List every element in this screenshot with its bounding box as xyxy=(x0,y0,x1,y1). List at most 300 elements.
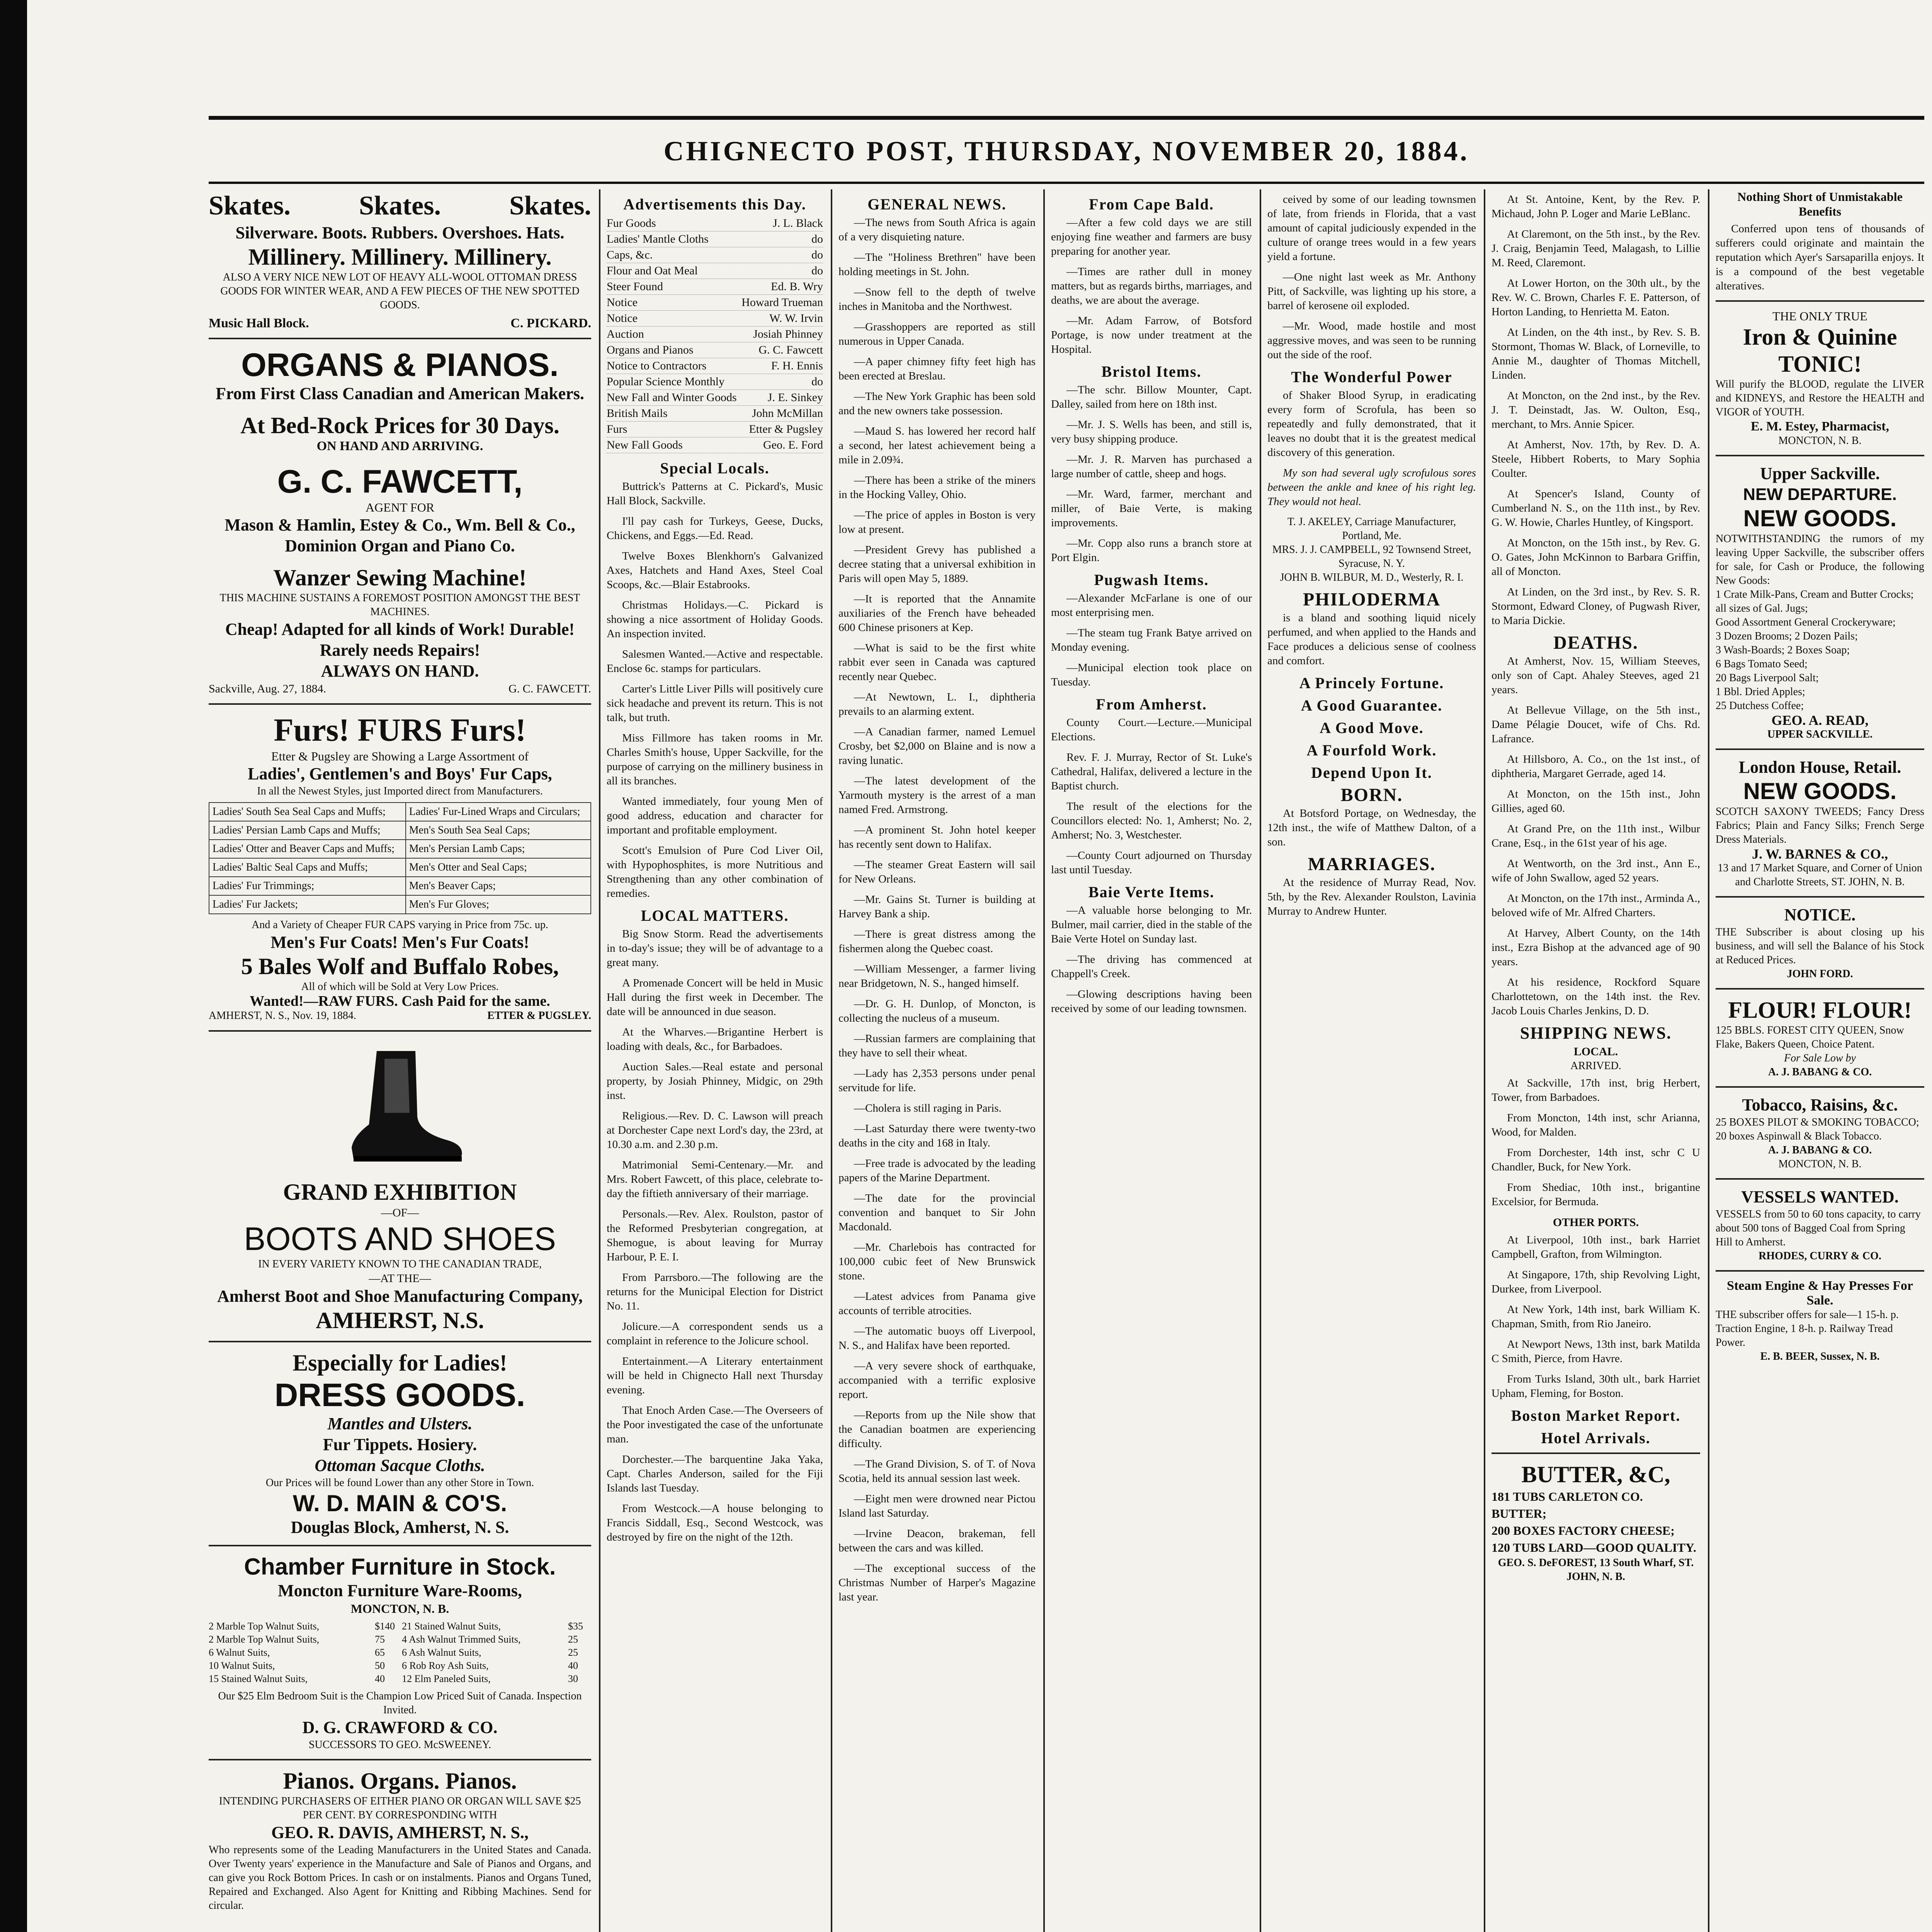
skates-word: Skates. xyxy=(209,191,291,221)
fur-table-cell: Ladies' Otter and Beaver Caps and Muffs; xyxy=(209,840,406,858)
crawford-heading: D. G. CRAWFORD & CO. xyxy=(302,1718,498,1737)
newspaper-page xyxy=(209,116,1924,1932)
furniture-cell: 25 xyxy=(568,1647,578,1658)
pugwash-items xyxy=(1051,591,1252,689)
marriage-notice: At Moncton, on the 15th inst., by Rev. G. O. Gates, John McKinnon to Barbara Griffin, all of Moncton. xyxy=(1492,537,1700,578)
column-advertisements xyxy=(209,189,591,1932)
advertisement-row xyxy=(607,247,823,263)
fur-table-cell: Ladies' Fur-Lined Wraps and Circulars; xyxy=(406,803,591,821)
of-line: —OF— xyxy=(381,1206,419,1219)
estey-pharmacist: E. M. Estey, Pharmacist, xyxy=(1751,419,1889,434)
news-item: Christmas Holidays.—C. Pickard is showing a nice assortment of Holiday Goods. An inspection invited. xyxy=(607,599,823,640)
amherst-ns: AMHERST, N.S. xyxy=(316,1308,484,1333)
shipping-entry: At Singapore, 17th, ship Revolving Light, Durkee, from Liverpool. xyxy=(1492,1269,1700,1295)
chamber-furniture: Chamber Furniture in Stock. xyxy=(244,1554,556,1580)
advertisement-row xyxy=(607,295,823,311)
advertisement-item: Furs xyxy=(607,423,628,435)
ladies-caps: Ladies', Gentlemen's and Boys' Fur Caps, xyxy=(248,764,552,783)
etter-signature: ETTER & PUGSLEY. xyxy=(487,1010,591,1022)
advertisement-item: New Fall Goods xyxy=(607,439,683,451)
death-notice: At his residence, Rockford Square Charlottetown, on the 14th inst. the Rev. Jacob Louis Charles Jenkins, D. D. xyxy=(1492,976,1700,1017)
death-notice: At Grand Pre, on the 11th inst., Wilbur Crane, Esq., in the 61st year of his age. xyxy=(1492,823,1700,849)
agency-list: Mason & Hamlin, Estey & Co., Wm. Bell & Co., Dominion Organ and Piano Co. xyxy=(224,515,575,555)
advertisement-advertiser: Ed. B. Wry xyxy=(771,280,823,293)
news-item: —Reports from up the Nile show that the Canadian boatmen are experiencing difficulty. xyxy=(838,1409,1036,1450)
divider xyxy=(1716,300,1924,302)
marriage-notice: At Claremont, on the 5th inst., by the Rev. J. Craig, Benjamin Teed, Malagash, to Lillie M. Reed, Claremont. xyxy=(1492,228,1700,269)
boston-market-heading: Boston Market Report. xyxy=(1511,1407,1681,1424)
news-item: Personals.—Rev. Alex. Roulston, pastor of the Reformed Presbyterian congregation, at Shemogue, is about leaving for Murray Harbour, P. E. I. xyxy=(607,1208,823,1263)
advertisement-advertiser: J. L. Black xyxy=(773,217,823,230)
news-item: At the Wharves.—Brigantine Herbert is loading with deals, &c., for Barbadoes. xyxy=(607,1026,823,1053)
news-item: —President Grevy has published a decree stating that a universal exhibition in Paris will open May 5, 1889. xyxy=(838,544,1036,585)
wolf-robes: 5 Bales Wolf and Buffalo Robes, xyxy=(241,954,559,979)
new-goods-body: NOTWITHSTANDING the rumors of my leaving Upper Sackville, the subscriber offers for sale, for Cash or Produce, the following New Goods: xyxy=(1716,533,1924,587)
other-ports-subheading: OTHER PORTS. xyxy=(1553,1216,1639,1229)
skates-ad-heading xyxy=(209,189,591,223)
column-vitals-shipping xyxy=(1492,189,1700,1932)
for-sale-low: For Sale Low by xyxy=(1784,1052,1856,1064)
only-true: THE ONLY TRUE xyxy=(1772,309,1867,323)
news-item: —Mr. Copp also runs a branch store at Port Elgin. xyxy=(1051,537,1252,564)
fur-table-cell: Men's Persian Lamb Caps; xyxy=(406,840,591,858)
furniture-cell: 75 xyxy=(375,1634,385,1645)
advertisement-item: Notice to Contractors xyxy=(607,359,707,372)
furniture-cell: 4 Ash Walnut Trimmed Suits, xyxy=(402,1634,521,1645)
amherst-items xyxy=(1051,716,1252,877)
advertisement-item: New Fall and Winter Goods xyxy=(607,391,737,404)
born-body: At Botsford Portage, on Wednesday, the 12th inst., the wife of Matthew Dalton, of a son. xyxy=(1267,807,1476,848)
marriage-notice: At Moncton, on the 2nd inst., by the Rev. J. T. Deinstadt, Jas. W. Oulton, Esq., merchant, to Mrs. Annie Spicer. xyxy=(1492,389,1700,430)
butter-line: 200 BOXES FACTORY CHEESE; xyxy=(1492,1524,1675,1537)
deforest-signature: GEO. S. DeFOREST, 13 South Wharf, ST. JOHN, N. B. xyxy=(1498,1557,1694,1583)
news-item: Salesmen Wanted.—Active and respectable. Enclose 6c. stamps for particulars. xyxy=(607,648,823,675)
divider xyxy=(209,1030,591,1032)
pickard-signature xyxy=(209,316,591,331)
advertisement-row xyxy=(607,374,823,390)
furniture-row xyxy=(209,1620,591,1633)
estey-moncton: MONCTON, N. B. xyxy=(1778,435,1862,447)
shipping-entry: From Turks Island, 30th ult., bark Harriet Upham, Fleming, for Boston. xyxy=(1492,1373,1700,1400)
furniture-cell: $35 xyxy=(568,1621,583,1632)
fur-table-cell: Men's Fur Gloves; xyxy=(406,895,591,914)
news-item: —What is said to be the first white rabbit ever seen in Canada was captured recently near Quebec. xyxy=(838,642,1036,683)
scotch-tweeds: SCOTCH SAXONY TWEEDS; Fancy Dress Fabrics; Plain and Fancy Silks; French Serge Dress Materials. xyxy=(1716,806,1924,845)
babang-moncton: MONCTON, N. B. xyxy=(1778,1158,1862,1170)
furniture-cell: 2 Marble Top Walnut Suits, xyxy=(209,1634,320,1645)
born-heading: BORN. xyxy=(1340,785,1403,805)
marriages-heading: MARRIAGES. xyxy=(1308,854,1436,874)
new-goods: NEW GOODS. xyxy=(1743,505,1897,531)
butter-line: 181 TUBS CARLETON CO. BUTTER; xyxy=(1492,1490,1643,1520)
news-item: —The New York Graphic has been sold and the new owners take possession. xyxy=(838,390,1036,417)
news-item: —The steamer Great Eastern will sail for New Orleans. xyxy=(838,859,1036,885)
wilbur: JOHN B. WILBUR, M. D., Westerly, R. I. xyxy=(1280,571,1464,583)
furniture-cell: 6 Rob Roy Ash Suits, xyxy=(402,1660,489,1671)
news-item: Buttrick's Patterns at C. Pickard's, Music Hall Block, Sackville. xyxy=(607,480,823,507)
advertisement-advertiser: John McMillan xyxy=(752,407,823,420)
newest-styles: In all the Newest Styles, just Imported direct from Manufacturers. xyxy=(257,785,543,797)
news-item: —Irvine Deacon, brakeman, fell between the cars and was killed. xyxy=(838,1527,1036,1554)
sackville-date: Sackville, Aug. 27, 1884. xyxy=(209,682,327,695)
furniture-list xyxy=(209,1620,591,1685)
barnes-heading: J. W. BARNES & CO., xyxy=(1752,846,1888,862)
news-item: —Free trade is advocated by the leading papers of the Marine Department. xyxy=(838,1157,1036,1184)
arrived-subheading: ARRIVED. xyxy=(1570,1060,1621,1072)
fortune-heading: A Princely Fortune. xyxy=(1299,674,1444,692)
advertisement-advertiser: do xyxy=(811,233,823,245)
furniture-cell: 2 Marble Top Walnut Suits, xyxy=(209,1621,320,1632)
news-item: I'll pay cash for Turkeys, Geese, Ducks, Chickens, and Eggs.—Ed. Read. xyxy=(607,515,823,542)
baie-verte-heading: Baie Verte Items. xyxy=(1088,883,1215,901)
butter-list xyxy=(1492,1488,1700,1556)
advertisement-row xyxy=(607,437,823,453)
mens-fur-coats: Men's Fur Coats! Men's Fur Coats! xyxy=(270,933,529,952)
first-class-makers: From First Class Canadian and American Makers. xyxy=(216,384,584,403)
news-item: Dorchester.—The barquentine Jaka Yaka, Capt. Charles Anderson, sailed for the Fiji Islands last Tuesday. xyxy=(607,1453,823,1494)
pianos-organs: Pianos. Organs. Pianos. xyxy=(283,1768,517,1794)
news-item: —One night last week as Mr. Anthony Pitt, of Sackville, was lighting up his store, a barrel of kerosene oil exploded. xyxy=(1267,271,1476,312)
news-item: —The date for the provincial convention and banquet to Sir John Macdonald. xyxy=(838,1192,1036,1233)
column-correspondence xyxy=(1051,189,1252,1932)
death-notice: At Bellevue Village, on the 5th inst., Dame Pélagie Doucet, wife of Chs. Rd. Lafrance. xyxy=(1492,704,1700,745)
news-item: —The steam tug Frank Batye arrived on Monday evening. xyxy=(1051,627,1252,653)
news-item: —Dr. G. H. Dunlop, of Moncton, is collecting the nucleus of a museum. xyxy=(838,998,1036,1024)
tobacco-heading: Tobacco, Raisins, &c. xyxy=(1742,1095,1898,1114)
local-subheading: LOCAL. xyxy=(1573,1045,1618,1058)
wonderful-power-heading: The Wonderful Power xyxy=(1291,368,1452,386)
news-item: County Court.—Lecture.—Municipal Elections. xyxy=(1051,716,1252,743)
columns xyxy=(209,189,1924,1932)
news-item: From Parrsboro.—The following are the returns for the Municipal Election for District No. 11. xyxy=(607,1271,823,1312)
news-item: Jolicure.—A correspondent sends us a complaint in reference to the Jolicure school. xyxy=(607,1320,823,1347)
news-item: —William Messenger, a farmer living near Bridgetown, N. S., hanged himself. xyxy=(838,963,1036,990)
advertisement-row xyxy=(607,216,823,231)
news-item: —Last Saturday there were twenty-two deaths in the city and 168 in Italy. xyxy=(838,1122,1036,1149)
news-item: —Snow fell to the depth of twelve inches in Manitoba and the Northwest. xyxy=(838,286,1036,313)
news-item: ceived by some of our leading townsmen of late, from friends in Florida, that a vast amount of capital judiciously expended in the culture of orange trees would in a few years yield a fortune. xyxy=(1267,193,1476,263)
davis-heading: GEO. R. DAVIS, AMHERST, N. S., xyxy=(271,1823,529,1842)
akeley: T. J. AKELEY, Carriage Manufacturer, Portland, Me. xyxy=(1287,516,1456,542)
shipping-list xyxy=(1492,1076,1700,1209)
news-item: Religious.—Rev. D. C. Lawson will preach at Dorchester Cape next Lord's day, the 23rd, at 10.30 a.m. and 2.30 p.m. xyxy=(607,1110,823,1151)
news-item: —Lady has 2,353 persons under penal servitude for life. xyxy=(838,1067,1036,1094)
shipping-entry: From Dorchester, 14th inst, schr C U Chandler, Buck, for New York. xyxy=(1492,1146,1700,1173)
furniture-row xyxy=(209,1672,591,1685)
tonic: TONIC! xyxy=(1778,351,1862,377)
advertisement-row xyxy=(607,231,823,247)
skates-word: Skates. xyxy=(359,191,441,221)
news-item: Entertainment.—A Literary entertainment will be held in Chignecto Hall next Thursday evening. xyxy=(607,1355,823,1396)
column-merchant-ads xyxy=(1716,189,1924,1932)
furniture-cell: 12 Elm Paneled Suits, xyxy=(402,1673,491,1684)
news-item: —Times are rather dull in money matters, but as regards births, marriages, and deaths, we are about the average. xyxy=(1051,265,1252,306)
ottoman-note: ALSO A VERY NICE NEW LOT OF HEAVY ALL-WOOL OTTOMAN DRESS GOODS FOR WINTER WEAR, AND A FEW PIECES OF THE NEW SPOTTED GOODS. xyxy=(220,271,580,311)
death-notice: At Moncton, on the 17th inst., Arminda A., beloved wife of Mr. Alfred Charters. xyxy=(1492,892,1700,919)
prices-lower: Our Prices will be found Lower than any other Store in Town. xyxy=(265,1477,534,1489)
wolf-subtitle: All of which will be Sold at Very Low Prices. xyxy=(301,981,499,993)
news-item: —County Court adjourned on Thursday last until Tuesday. xyxy=(1051,849,1252,876)
tobacco-body: 25 BOXES PILOT & SMOKING TOBACCO; 20 boxes Aspinwall & Black Tobacco. xyxy=(1716,1116,1919,1142)
news-item: Auction Sales.—Real estate and personal property, by Josiah Phinney, Midgic, on 29th inst. xyxy=(607,1061,823,1102)
news-item: —Grasshoppers are reported as still numerous in Upper Canada. xyxy=(838,321,1036,347)
news-item: From Westcock.—A house belonging to Francis Siddall, Esq., Second Westcock, was destroyed by fire on the night of the 12th. xyxy=(607,1502,823,1543)
marriage-notice: At Linden, on the 3rd inst., by Rev. S. R. Stormont, Edward Cloney, of Pugwash River, to Maria Dickie. xyxy=(1492,586,1700,627)
news-item: Matrimonial Semi-Centenary.—Mr. and Mrs. Robert Fawcett, of this place, celebrate to-day the fiftieth anniversary of their marriage. xyxy=(607,1159,823,1200)
shipping-entry: At New York, 14th inst, bark William K. Chapman, Smith, from Rio Janeiro. xyxy=(1492,1303,1700,1330)
news-item: Rev. F. J. Murray, Rector of St. Luke's Cathedral, Halifax, delivered a lecture in the Baptist church. xyxy=(1051,751,1252,792)
millinery-line: Millinery. Millinery. Millinery. xyxy=(248,244,552,270)
death-notice: At Moncton, on the 15th inst., John Gillies, aged 60. xyxy=(1492,788,1700,815)
death-notice: At Hillsboro, A. Co., on the 1st inst., of diphtheria, Margaret Gerrade, aged 14. xyxy=(1492,753,1700,780)
bristol-items xyxy=(1051,383,1252,565)
shipping-entry: At Liverpool, 10th inst., bark Harriet Campbell, Grafton, from Wilmington. xyxy=(1492,1234,1700,1260)
masthead xyxy=(209,116,1924,184)
good-move-heading: A Good Move. xyxy=(1320,719,1424,736)
marriage-notice: At Linden, on the 4th inst., by Rev. S. B. Stormont, Thomas W. Black, of Lorneville, to Annie M., daughter of Thomas Mitchell, Linden. xyxy=(1492,326,1700,381)
goods-item: 1 Crate Milk-Pans, Cream and Butter Crocks; all sizes of Gal. Jugs; xyxy=(1716,588,1914,614)
flour-heading: FLOUR! FLOUR! xyxy=(1728,997,1912,1023)
new-goods-london: NEW GOODS. xyxy=(1743,778,1897,804)
shipping-entry: From Moncton, 14th inst, schr Arianna, Wood, for Malden. xyxy=(1492,1112,1700,1138)
butter-heading: BUTTER, &C, xyxy=(1521,1462,1670,1487)
advertisement-item: Fur Goods xyxy=(607,217,656,230)
advertisements-list xyxy=(607,216,823,453)
mantles-ulsters: Mantles and Ulsters. xyxy=(327,1414,473,1433)
pugwash-heading: Pugwash Items. xyxy=(1094,571,1209,588)
news-item: —A Canadian farmer, named Lemuel Crosby, bet $2,000 on Blaine and is now a raving lunatic. xyxy=(838,726,1036,767)
news-item: —There is great distress among the fishermen along the Quebec coast. xyxy=(838,928,1036,955)
shipping-entry: At Newport News, 13th inst, bark Matilda C Smith, Pierce, from Havre. xyxy=(1492,1338,1700,1365)
music-hall-block: Music Hall Block. xyxy=(209,316,309,330)
goods-item: 1 Bbl. Dried Apples; xyxy=(1716,686,1805,698)
tonic-body: Will purify the BLOOD, regulate the LIVER and KIDNEYS, and Restore the HEALTH and VIGOR of YOUTH. xyxy=(1716,378,1924,418)
fur-table-cell: Ladies' Fur Jackets; xyxy=(209,895,406,914)
news-item: —A paper chimney fifty feet high has been erected at Breslau. xyxy=(838,355,1036,382)
news-item: —Mr. Ward, farmer, merchant and miller, of Baie Verte, is making improvements. xyxy=(1051,488,1252,529)
moncton-ware-rooms: Moncton Furniture Ware-Rooms, xyxy=(278,1581,522,1600)
wonderful-power-body: of Shaker Blood Syrup, in eradicating every form of Scrofula, has been so repeatedly and fully demonstrated, that it leaves no doubt that it is the greatest medical discovery of this generation. xyxy=(1267,389,1476,459)
deaths-heading: DEATHS. xyxy=(1553,633,1638,653)
news-item: —After a few cold days we are still enjoying fine weather and farmers are busy preparing for another year. xyxy=(1051,216,1252,257)
furniture-cell: $140 xyxy=(375,1621,395,1632)
dress-goods: DRESS GOODS. xyxy=(274,1377,526,1413)
news-item: —Mr. J. R. Marven has purchased a large number of cattle, sheep and hogs. xyxy=(1051,453,1252,480)
steam-heading: Steam Engine & Hay Presses For Sale. xyxy=(1727,1279,1913,1308)
advertisement-row xyxy=(607,279,823,295)
furniture-cell: 6 Ash Walnut Suits, xyxy=(402,1647,481,1658)
fur-table-row xyxy=(209,858,591,877)
fur-table-row xyxy=(209,821,591,840)
goods-item: Good Assortment General Crockeryware; xyxy=(1716,616,1896,628)
news-item: The result of the elections for the Councillors elected: No. 1, Amherst; No. 2, Amherst; No. 3, Westchester. xyxy=(1051,800,1252,841)
divider xyxy=(1492,1452,1700,1454)
news-item: —The price of apples in Boston is very low at present. xyxy=(838,509,1036,536)
news-item: —A valuable horse belonging to Mr. Bulmer, mail carrier, died in the stable of the Baie Verte Hotel on Sunday last. xyxy=(1051,904,1252,945)
furniture-cell: 6 Walnut Suits, xyxy=(209,1647,270,1658)
news-item: —The automatic buoys off Liverpool, N. S., and Halifax have been reported. xyxy=(838,1325,1036,1352)
wanzer-heading: Wanzer Sewing Machine! xyxy=(273,565,527,590)
other-ports-list xyxy=(1492,1233,1700,1401)
advertisement-row xyxy=(607,422,823,437)
philoderma-heading: PHILODERMA xyxy=(1303,589,1440,610)
advertisement-row xyxy=(607,311,823,327)
news-item: —The "Holiness Brethren" have been holding meetings in St. John. xyxy=(838,251,1036,278)
fur-table xyxy=(209,802,591,914)
advertisement-item: Auction xyxy=(607,328,644,340)
news-item: Twelve Boxes Blenkhorn's Galvanized Axes, Hatchets and Hand Axes, Steel Coal Scoops, &c.—Blair Estabrooks. xyxy=(607,550,823,591)
nothing-short-body: Conferred upon tens of thousands of sufferers could originate and maintain the reputation which Ayer's Sarsaparilla enjoys. It is a compound of the best vegetable alteratives. xyxy=(1716,223,1924,292)
organs-pianos-heading: ORGANS & PIANOS. xyxy=(241,347,559,383)
advertisement-row xyxy=(607,406,823,422)
steam-body: THE subscriber offers for sale—1 15-h. p. Traction Engine, 1 8-h. p. Railway Tread Power. xyxy=(1716,1309,1899,1349)
fur-tippets: Fur Tippets. Hosiery. xyxy=(323,1435,477,1454)
advertisement-advertiser: Etter & Pugsley xyxy=(749,423,823,435)
news-item: —Municipal election took place on Tuesday. xyxy=(1051,662,1252,688)
advertisement-advertiser: J. E. Sinkey xyxy=(767,391,823,404)
divider xyxy=(1716,1270,1924,1272)
fourfold-heading: A Fourfold Work. xyxy=(1306,742,1437,759)
news-item: —The exceptional success of the Christmas Number of Harper's Magazine last year. xyxy=(838,1562,1036,1603)
campbell: MRS. J. J. CAMPBELL, 92 Townsend Street, Syracuse, N. Y. xyxy=(1272,544,1471,570)
advertisement-item: Popular Science Monthly xyxy=(607,375,724,388)
advertisement-advertiser: G. C. Fawcett xyxy=(759,344,823,356)
etter-showing: Etter & Pugsley are Showing a Large Assortment of xyxy=(271,749,529,763)
news-item: —Latest advices from Panama give accounts of terrible atrocities. xyxy=(838,1290,1036,1317)
cheaper-caps: And a Variety of Cheaper FUR CAPS varying in Price from 75c. up. xyxy=(252,919,548,931)
news-item: —Mr. Gains St. Turner is building at Harvey Bank a ship. xyxy=(838,893,1036,920)
news-item: —It is reported that the Annamite auxiliaries of the French have beheaded 600 Chinese prisoners at Kep. xyxy=(838,593,1036,634)
special-locals-list xyxy=(607,480,823,901)
fawcett-signoff xyxy=(209,682,591,696)
upper-sackville-sig: UPPER SACKVILLE. xyxy=(1767,728,1873,740)
news-item: Miss Fillmore has taken rooms in Mr. Charles Smith's house, Upper Sackville, for the purpose of carrying on the millinery business in all its branches. xyxy=(607,732,823,787)
furniture-cell: 15 Stained Walnut Suits, xyxy=(209,1673,308,1684)
divider xyxy=(1716,1178,1924,1180)
goods-item: 3 Wash-Boards; 2 Boxes Soap; xyxy=(1716,644,1850,656)
fur-table-row xyxy=(209,803,591,821)
advertisement-row xyxy=(607,342,823,358)
goods-item: 6 Bags Tomato Seed; xyxy=(1716,658,1808,670)
goods-item: 25 Dutchess Coffee; xyxy=(1716,700,1804,712)
amherst-heading: From Amherst. xyxy=(1096,696,1207,713)
local-matters-heading: LOCAL MATTERS. xyxy=(641,907,789,924)
rhodes-signature: RHODES, CURRY & CO. xyxy=(1759,1250,1881,1262)
advertisement-item: Ladies' Mantle Cloths xyxy=(607,233,709,245)
general-news-list xyxy=(838,216,1036,1604)
furniture-cell: 25 xyxy=(568,1634,578,1645)
news-item: —Mr. J. S. Wells has been, and still is, very busy shipping produce. xyxy=(1051,418,1252,445)
read-signature: GEO. A. READ, xyxy=(1771,713,1869,728)
goods-item: 3 Dozen Brooms; 2 Dozen Pails; xyxy=(1716,630,1858,642)
advertisement-advertiser: W. W. Irvin xyxy=(769,312,823,325)
divider xyxy=(1716,748,1924,750)
vessels-heading: VESSELS WANTED. xyxy=(1741,1187,1899,1206)
marriages-body: At the residence of Murray Read, Nov. 5th, by the Rev. Alexander Roulston, Lavinia Murray to Andrew Hunter. xyxy=(1267,876,1476,917)
news-item: Wanted immediately, four young Men of good address, education and character for important and profitable employment. xyxy=(607,795,823,836)
news-item: —The schr. Billow Mounter, Capt. Dalley, sailed from here on 18th inst. xyxy=(1051,384,1252,410)
divider xyxy=(209,1759,591,1760)
notices-list xyxy=(1267,192,1476,362)
shipping-entry: From Shediac, 10th inst., brigantine Excelsior, for Bermuda. xyxy=(1492,1181,1700,1208)
news-item: —At Newtown, L. I., diphtheria prevails to an alarming extent. xyxy=(838,691,1036,718)
fur-table-row xyxy=(209,877,591,895)
masthead-title: CHIGNECTO POST, THURSDAY, NOVEMBER 20, 1884. xyxy=(663,136,1469,167)
advertisement-row xyxy=(607,358,823,374)
furniture-cell: 40 xyxy=(568,1660,578,1671)
divider xyxy=(209,1545,591,1546)
goods-list xyxy=(1716,588,1924,713)
cheap-durable: Cheap! Adapted for all kinds of Work! Durable! Rarely needs Repairs! xyxy=(225,620,575,660)
bed-rock-prices: At Bed-Rock Prices for 30 Days. xyxy=(240,413,560,438)
death-notice: At Wentworth, on the 3rd inst., Ann E., wife of John Swallow, aged 52 years. xyxy=(1492,857,1700,884)
column-general-news xyxy=(838,189,1036,1932)
divider xyxy=(209,1341,591,1342)
news-item: Big Snow Storm. Read the advertisements in to-day's issue; they will be of advantage to a great many. xyxy=(607,928,823,969)
guarantee-heading: A Good Guarantee. xyxy=(1301,697,1443,714)
news-item: A Promenade Concert will be held in Music Hall during the first week in December. The date will be announced in due season. xyxy=(607,977,823,1018)
furniture-cell: 10 Walnut Suits, xyxy=(209,1660,275,1671)
douglas-block: Douglas Block, Amherst, N. S. xyxy=(291,1518,509,1537)
babang-signature-2: A. J. BABANG & CO. xyxy=(1768,1144,1872,1156)
etter-signoff xyxy=(209,1009,591,1023)
notice-heading: NOTICE. xyxy=(1784,905,1856,924)
marriages-list xyxy=(1492,192,1700,628)
marriage-notice: At Spencer's Island, County of Cumberland N. S., on the 11th inst., by Rev. G. W. Howie, Charles Huntley, of Kingsport. xyxy=(1492,488,1700,529)
skates-ad-lines: Silverware. Boots. Rubbers. Overshoes. Hats. xyxy=(235,223,565,242)
divider xyxy=(209,703,591,705)
general-news-heading: GENERAL NEWS. xyxy=(867,196,1007,213)
successors: SUCCESSORS TO GEO. McSWEENEY. xyxy=(308,1739,492,1751)
fur-table-cell: Ladies' Baltic Seal Caps and Muffs; xyxy=(209,858,406,877)
notice-body: THE Subscriber is about closing up his business, and will sell the Balance of his Stock at Reduced Prices. xyxy=(1716,926,1924,966)
furniture-cell: 50 xyxy=(375,1660,385,1671)
news-item: —Russian farmers are complaining that they have to sell their wheat. xyxy=(838,1032,1036,1059)
cape-bald-heading: From Cape Bald. xyxy=(1089,196,1214,213)
news-item: Scott's Emulsion of Pure Cod Liver Oil, with Hypophosphites, is more Nutritious and Strengthening than any other combination of remedies. xyxy=(607,844,823,900)
advertisement-row xyxy=(607,327,823,342)
on-hand-arriving: ON HAND AND ARRIVING. xyxy=(316,439,483,453)
local-matters-list xyxy=(607,927,823,1544)
barnes-address: 13 and 17 Market Square, and Corner of Union and Charlotte Streets, ST. JOHN, N. B. xyxy=(1718,862,1922,888)
advertisement-item: British Mails xyxy=(607,407,668,420)
news-item: —There has been a strike of the miners in the Hocking Valley, Ohio. xyxy=(838,474,1036,501)
agent-for: AGENT FOR xyxy=(365,500,435,514)
cape-bald-items xyxy=(1051,216,1252,357)
news-item: —Eight men were drowned near Pictou Island last Saturday. xyxy=(838,1493,1036,1519)
fur-table-cell: Ladies' Fur Trimmings; xyxy=(209,877,406,895)
fawcett-signature: G. C. FAWCETT. xyxy=(509,682,591,695)
babang-signature: A. J. BABANG & CO. xyxy=(1768,1066,1872,1078)
advertisement-row xyxy=(607,263,823,279)
fur-table-cell: Men's Otter and Seal Caps; xyxy=(406,858,591,877)
fur-table-cell: Men's South Sea Seal Caps; xyxy=(406,821,591,840)
advertisement-item: Caps, &c. xyxy=(607,248,653,261)
ottoman-cloths: Ottoman Sacque Cloths. xyxy=(315,1456,485,1475)
advertisement-item: Notice xyxy=(607,312,638,325)
bristol-heading: Bristol Items. xyxy=(1101,363,1202,380)
boots-and-shoes: BOOTS AND SHOES xyxy=(244,1221,556,1257)
upper-sackville-heading: Upper Sackville. xyxy=(1760,464,1880,483)
furniture-cell: 40 xyxy=(375,1673,385,1684)
especially-ladies: Especially for Ladies! xyxy=(293,1350,507,1376)
fur-table-row xyxy=(209,895,591,914)
boot-illustration-icon xyxy=(330,1043,469,1167)
fur-table-cell: Men's Beaver Caps; xyxy=(406,877,591,895)
advertisement-item: Notice xyxy=(607,296,638,309)
goods-item: 20 Bags Liverpool Salt; xyxy=(1716,672,1819,684)
divider xyxy=(1716,896,1924,898)
